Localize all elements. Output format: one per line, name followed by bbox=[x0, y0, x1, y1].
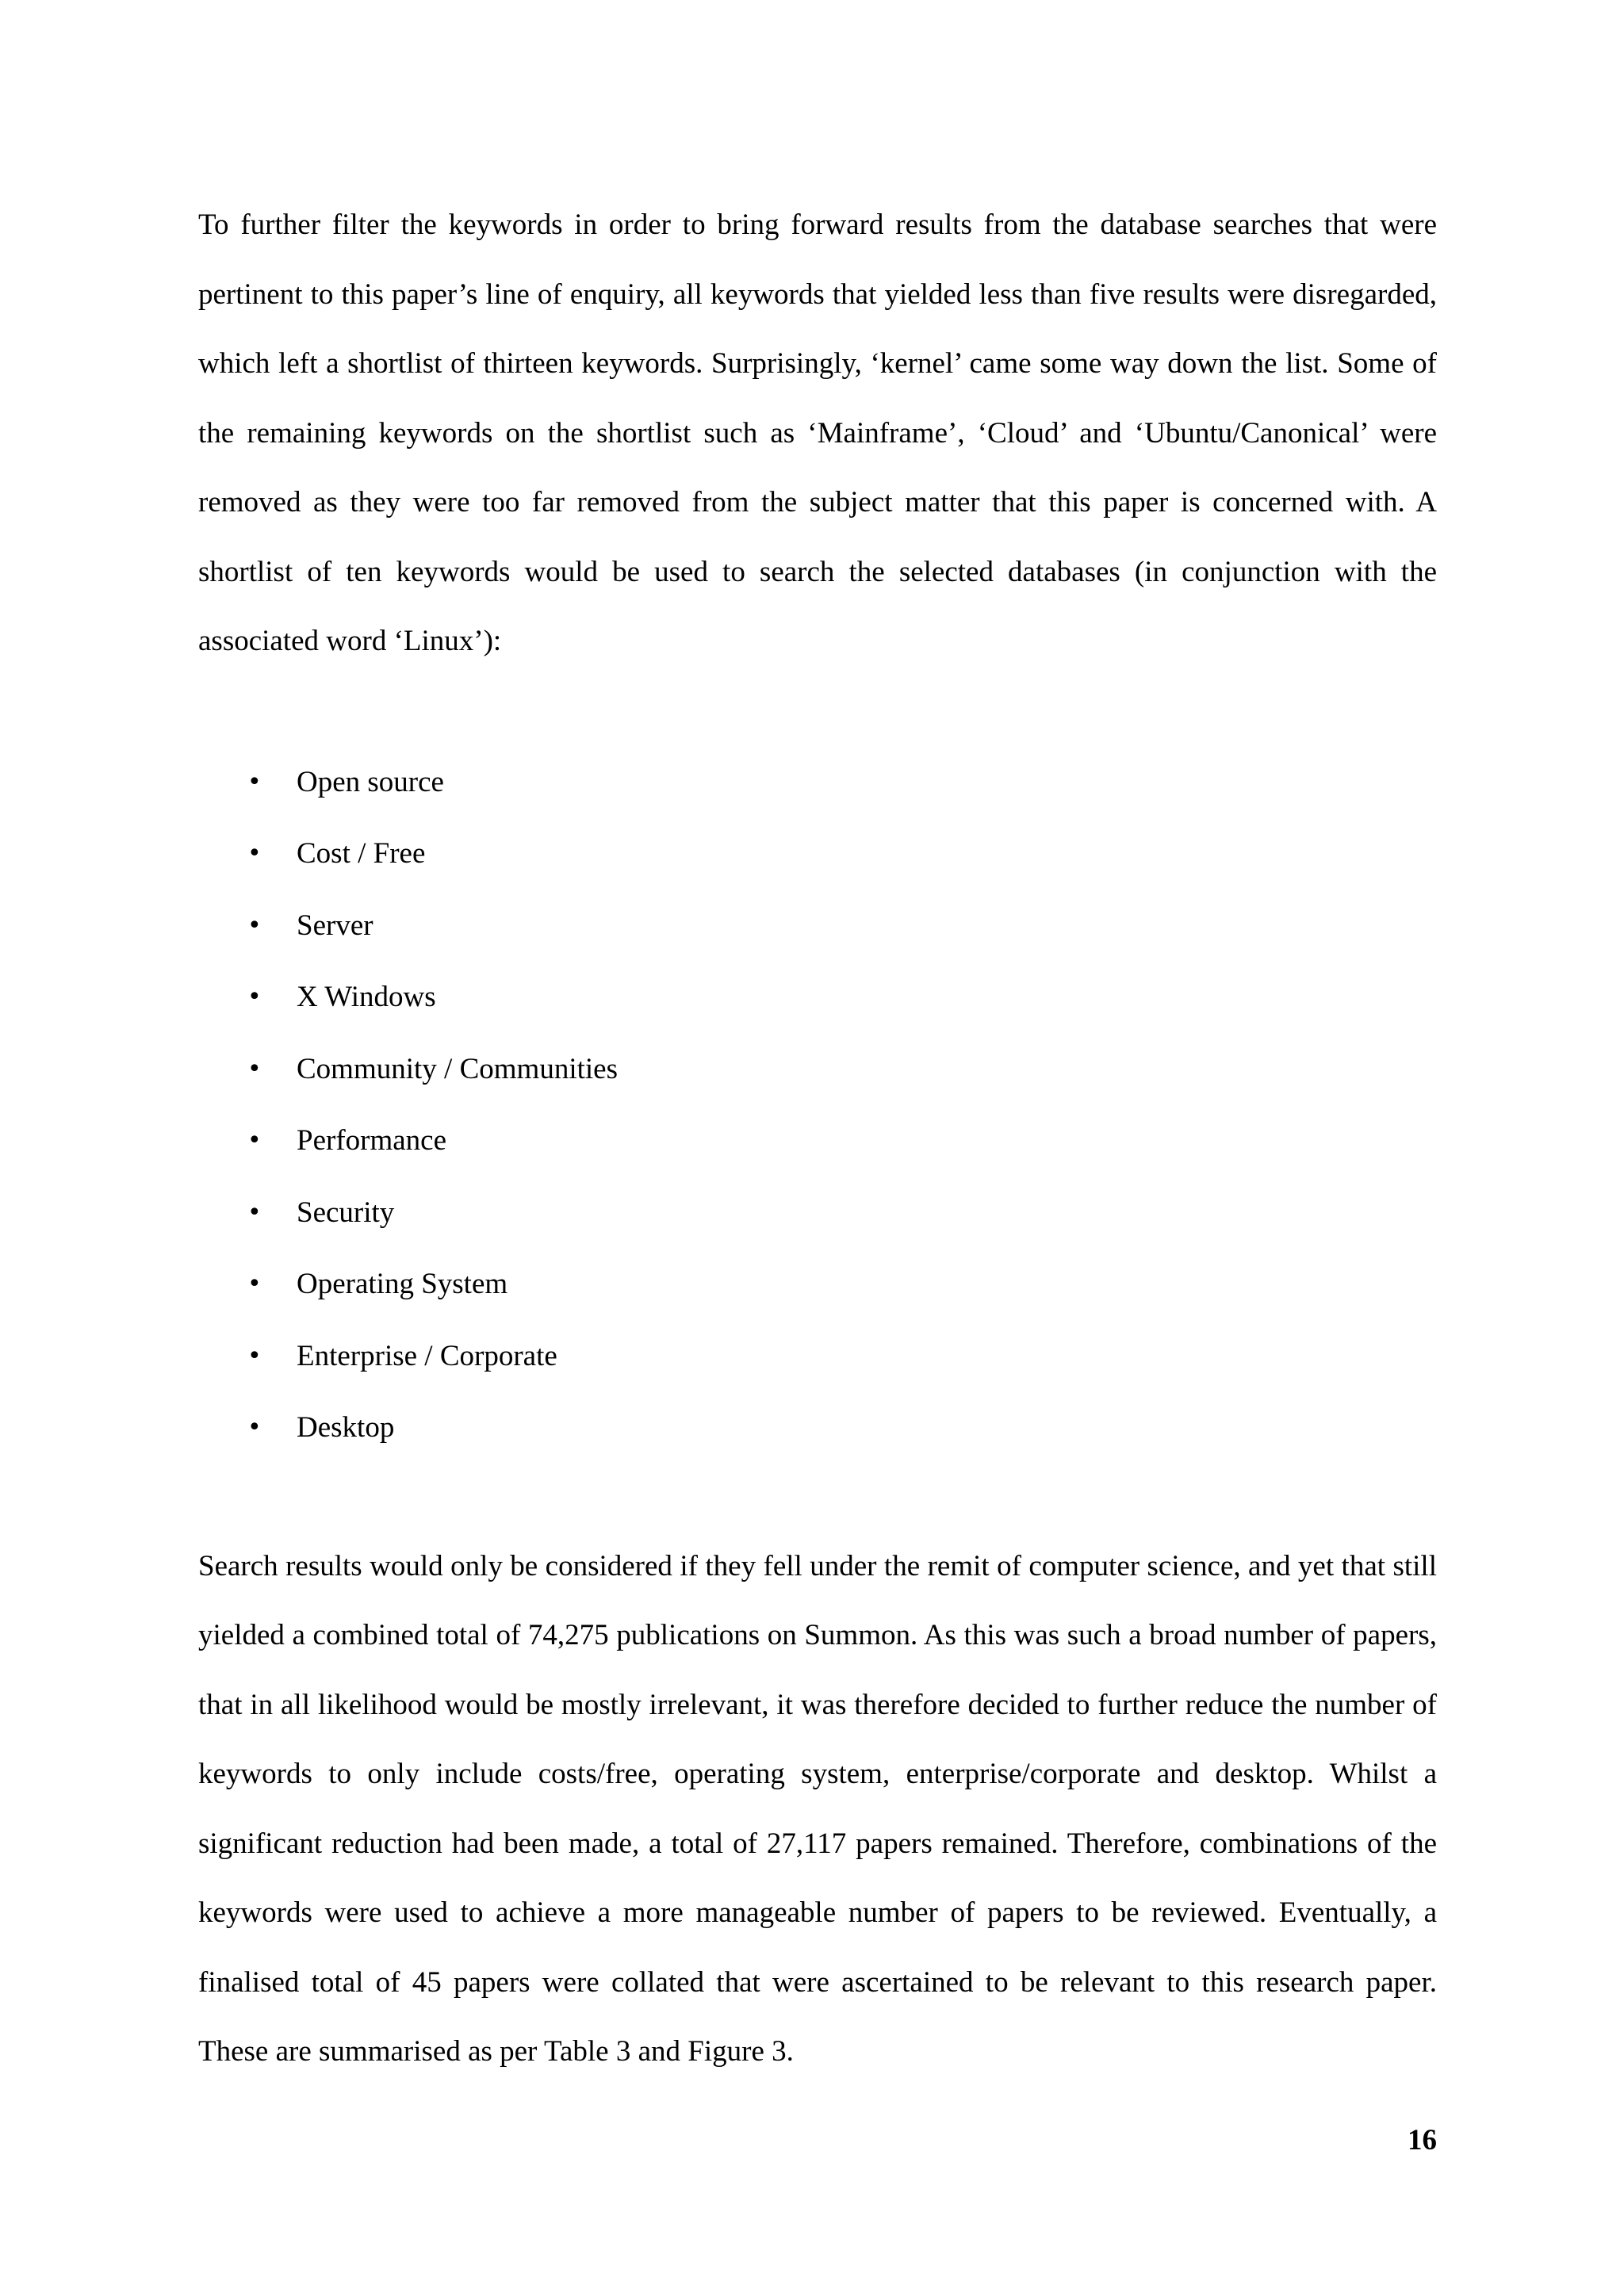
list-item bbox=[198, 1177, 1437, 1249]
list-item bbox=[198, 890, 1437, 962]
bullet-icon: • bbox=[247, 767, 262, 796]
keyword-label: X Windows bbox=[297, 981, 436, 1013]
list-item bbox=[198, 1321, 1437, 1393]
bullet-icon: • bbox=[247, 1054, 262, 1083]
paragraph-search-results: Search results would only be considered if they fell under the remit of computer science, and yet that still yielded a combined total of 74,275 publications on Summon. As this was such a broad number of papers, that in all likelihood would be mostly irrelevant, it was therefore decided to further reduce the number of keywords to only include costs/free, operating system, enterprise/corporate and desktop. Whilst a significant reduction had been made, a total of 27,117 papers remained. Therefore, combinations of the keywords were used to achieve a more manageable number of papers to be reviewed. Eventually, a finalised total of 45 papers were collated that were ascertained to be relevant to this research paper. These are summarised as per Table 3 and Figure 3. bbox=[198, 1549, 1437, 2068]
bullet-icon: • bbox=[247, 1127, 262, 1154]
paragraph-keyword-filtering: To further filter the keywords in order to bring forward results from the database searches that were pertinent to this paper’s line of enquiry, all keywords that yielded less than five results were disregarded, which left a shortlist of thirteen keywords. Surprisingly, ‘kernel’ came some way down the list. Some of the remaining keywords on the shortlist such as ‘Mainframe’, ‘Cloud’ and ‘Ubuntu/Canonical’ were removed as they were too far removed from the subject matter that this paper is concerned with. A shortlist of ten keywords would be used to search the selected databases (in conjunction with the associated word ‘Linux’): bbox=[198, 209, 1437, 657]
bullet-icon: • bbox=[247, 911, 262, 939]
keyword-label: Operating System bbox=[297, 1268, 508, 1300]
keyword-label: Desktop bbox=[297, 1411, 395, 1444]
page-content bbox=[198, 190, 1437, 2087]
keyword-label: Performance bbox=[297, 1124, 447, 1157]
list-item bbox=[198, 818, 1437, 890]
page-number: 16 bbox=[1408, 2124, 1437, 2156]
list-item bbox=[198, 1034, 1437, 1106]
bullet-icon: • bbox=[247, 1198, 262, 1226]
keyword-label: Cost / Free bbox=[297, 837, 426, 870]
keyword-label: Server bbox=[297, 909, 373, 942]
bullet-icon: • bbox=[247, 983, 262, 1011]
list-item bbox=[198, 747, 1437, 819]
list-item bbox=[198, 962, 1437, 1034]
keyword-label: Security bbox=[297, 1196, 395, 1229]
list-item bbox=[198, 1249, 1437, 1321]
list-item bbox=[198, 1392, 1437, 1464]
keyword-label: Open source bbox=[297, 765, 444, 798]
bullet-icon: • bbox=[247, 1414, 262, 1441]
list-item bbox=[198, 1105, 1437, 1177]
bullet-icon: • bbox=[247, 1270, 262, 1298]
keyword-label: Community / Communities bbox=[297, 1052, 618, 1085]
bullet-icon: • bbox=[247, 840, 262, 867]
keyword-list bbox=[198, 747, 1437, 1464]
keyword-label: Enterprise / Corporate bbox=[297, 1339, 557, 1372]
bullet-icon: • bbox=[247, 1341, 262, 1370]
